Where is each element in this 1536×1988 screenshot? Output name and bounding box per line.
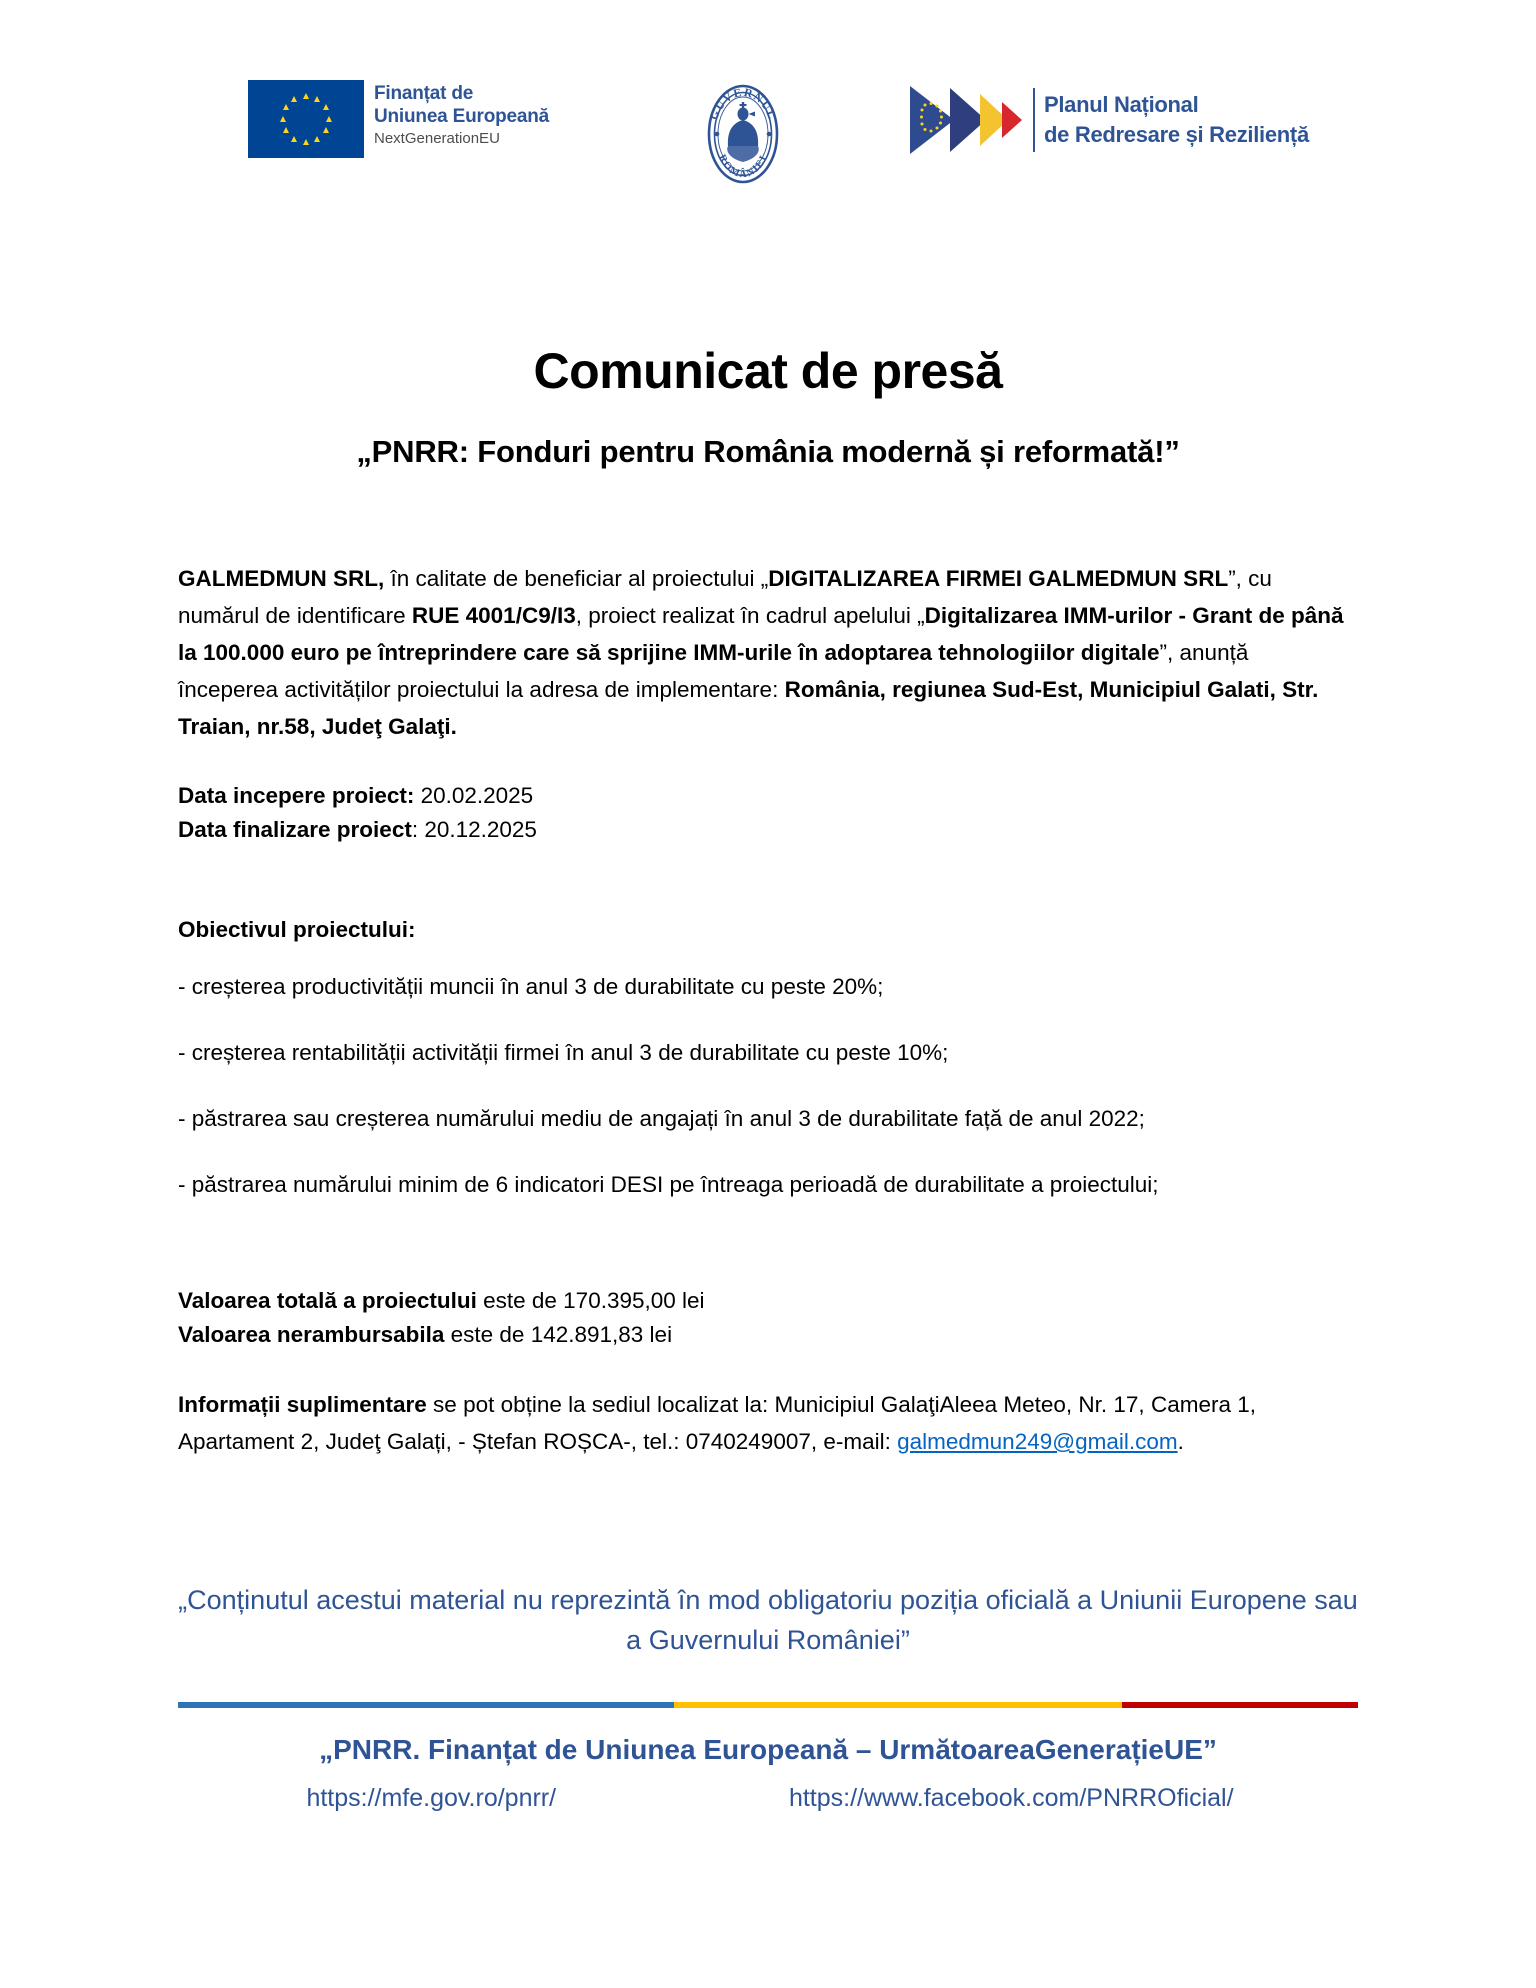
tricolor-blue-segment	[178, 1702, 674, 1708]
pnrr-logo-line2: de Redresare și Reziliență	[1044, 122, 1309, 147]
pnrr-logo-line1: Planul Național	[1044, 92, 1199, 117]
eu-star-icon	[323, 104, 329, 110]
total-value-label: Valoarea totală a proiectului	[178, 1288, 477, 1313]
svg-text:GUVERNUL: GUVERNUL	[708, 86, 778, 122]
objective-item: - păstrarea sau creșterea numărului mediu de angajați în anul 3 de durabilitate față de anul 2022;	[178, 1106, 1145, 1131]
tricolor-red-segment	[1122, 1702, 1358, 1708]
implementation-address: România, regiunea Sud-Est, Municipiul Galati, Str. Traian, nr.58, Judeţ Galaţi.	[178, 677, 1319, 739]
mfe-pnrr-link[interactable]: https://mfe.gov.ro/pnrr/	[306, 1784, 557, 1812]
eu-star-icon	[303, 93, 309, 99]
end-date-line	[178, 813, 1354, 847]
footer-slogan: „PNRR. Finanțat de Uniunea Europeană – UrmătoareaGenerațieUE”	[319, 1734, 1217, 1765]
eu-disclaimer: „Conținutul acestui material nu reprezintă în mod obligatoriu poziția oficială a Uniunii Europene sau a Guvernului României”	[178, 1585, 1358, 1655]
document-body	[178, 560, 1354, 1460]
beneficiary-name: GALMEDMUN SRL,	[178, 566, 385, 591]
eu-star-icon	[326, 116, 332, 122]
rue-identifier: RUE 4001/C9/I3	[411, 603, 576, 628]
spacer	[178, 847, 1354, 911]
eu-star-icon	[303, 139, 309, 145]
grant-value-label: Valoarea nerambursabila	[178, 1322, 445, 1347]
grant-value-amount: este de 142.891,83 lei	[444, 1322, 673, 1347]
contact-text: se pot obține la sediul localizat la: Municipiul GalaţiAleea Meteo, Nr. 17, Camera 1, Apartament 2, Judeţ Galați, - Ștefan ROȘCA-, tel.: 0740249007, e-mail:	[178, 1392, 1256, 1454]
grant-value-line	[178, 1318, 1354, 1352]
pnrr-chevrons-icon	[908, 82, 1030, 158]
start-date-value: 20.02.2025	[414, 783, 534, 808]
project-name: DIGITALIZAREA FIRMEI GALMEDMUN SRL	[768, 566, 1229, 591]
facebook-pnrr-link[interactable]: https://www.facebook.com/PNRROficial/	[788, 1784, 1234, 1812]
eu-logo-text	[374, 80, 549, 150]
pnrr-logo-text	[1044, 90, 1309, 150]
eu-star-icon	[291, 136, 297, 142]
objective-item: - creșterea rentabilității activității firmei în anul 3 de durabilitate cu peste 10%;	[178, 1040, 949, 1065]
intro-paragraph	[178, 560, 1354, 745]
total-value-line	[178, 1284, 1354, 1318]
eu-star-icon	[280, 116, 286, 122]
intro-text-4: ”, anunță începerea activităților proiectului la adresa de implementare:	[178, 640, 1249, 702]
eu-star-icon	[283, 127, 289, 133]
spacer	[178, 1352, 1354, 1386]
start-date-line	[178, 779, 1354, 813]
eu-star-icon	[323, 127, 329, 133]
eu-star-icon	[283, 104, 289, 110]
contact-paragraph	[178, 1386, 1354, 1460]
spacer	[178, 1232, 1354, 1284]
objective-item: - creșterea productivității muncii în anul 3 de durabilitate cu peste 20%;	[178, 974, 884, 999]
header-logo-strip	[0, 80, 1536, 190]
end-date-value: : 20.12.2025	[411, 817, 537, 842]
intro-text-2: ”, cu numărul de identificare	[178, 566, 1272, 628]
spacer	[178, 745, 1354, 779]
end-date-label: Data finalizare proiect	[178, 817, 412, 842]
eu-logo-line3: NextGenerationEU	[374, 130, 500, 147]
eu-star-icon	[291, 96, 297, 102]
eu-logo-line2: Uniunea Europeană	[374, 106, 550, 127]
total-value-amount: este de 170.395,00 lei	[476, 1288, 705, 1313]
contact-period: .	[1177, 1429, 1184, 1454]
intro-text-1: în calitate de beneficiar al proiectului „	[384, 566, 769, 591]
spacer	[178, 948, 1354, 968]
eu-flag-icon	[248, 80, 364, 158]
eu-logo-line1: Finanțat de	[374, 83, 474, 104]
svg-text:ROMÂNIEI: ROMÂNIEI	[715, 153, 771, 181]
eu-star-icon	[314, 136, 320, 142]
eu-funding-logo	[248, 80, 549, 158]
page-subtitle: „PNRR: Fonduri pentru România modernă și reformată!”	[356, 434, 1180, 469]
objective-item: - păstrarea numărului minim de 6 indicatori DESI pe întreaga perioadă de durabilitate a proiectului;	[178, 1172, 1159, 1197]
footer-links	[190, 1780, 1350, 1816]
eu-star-icon	[314, 96, 320, 102]
tricolor-yellow-segment	[674, 1702, 1122, 1708]
call-name: Digitalizarea IMM-urilor - Grant de până la 100.000 euro pe întreprindere care să sprijine IMM-urile în adoptarea tehnologiilor digitale	[178, 603, 1344, 665]
contact-email-link[interactable]: galmedmun249@gmail.com	[897, 1429, 1178, 1454]
guvernul-romaniei-seal-icon	[700, 78, 786, 190]
intro-text-3: , proiect realizat în cadrul apelului „	[575, 603, 925, 628]
page-title: Comunicat de presă	[533, 343, 1003, 399]
pnrr-divider	[1033, 88, 1035, 152]
tricolor-divider	[178, 1702, 1358, 1708]
start-date-label: Data incepere proiect:	[178, 783, 415, 808]
objective-heading: Obiectivul proiectului:	[178, 917, 416, 942]
contact-label: Informații suplimentare	[178, 1392, 427, 1417]
pnrr-logo	[908, 82, 1309, 158]
